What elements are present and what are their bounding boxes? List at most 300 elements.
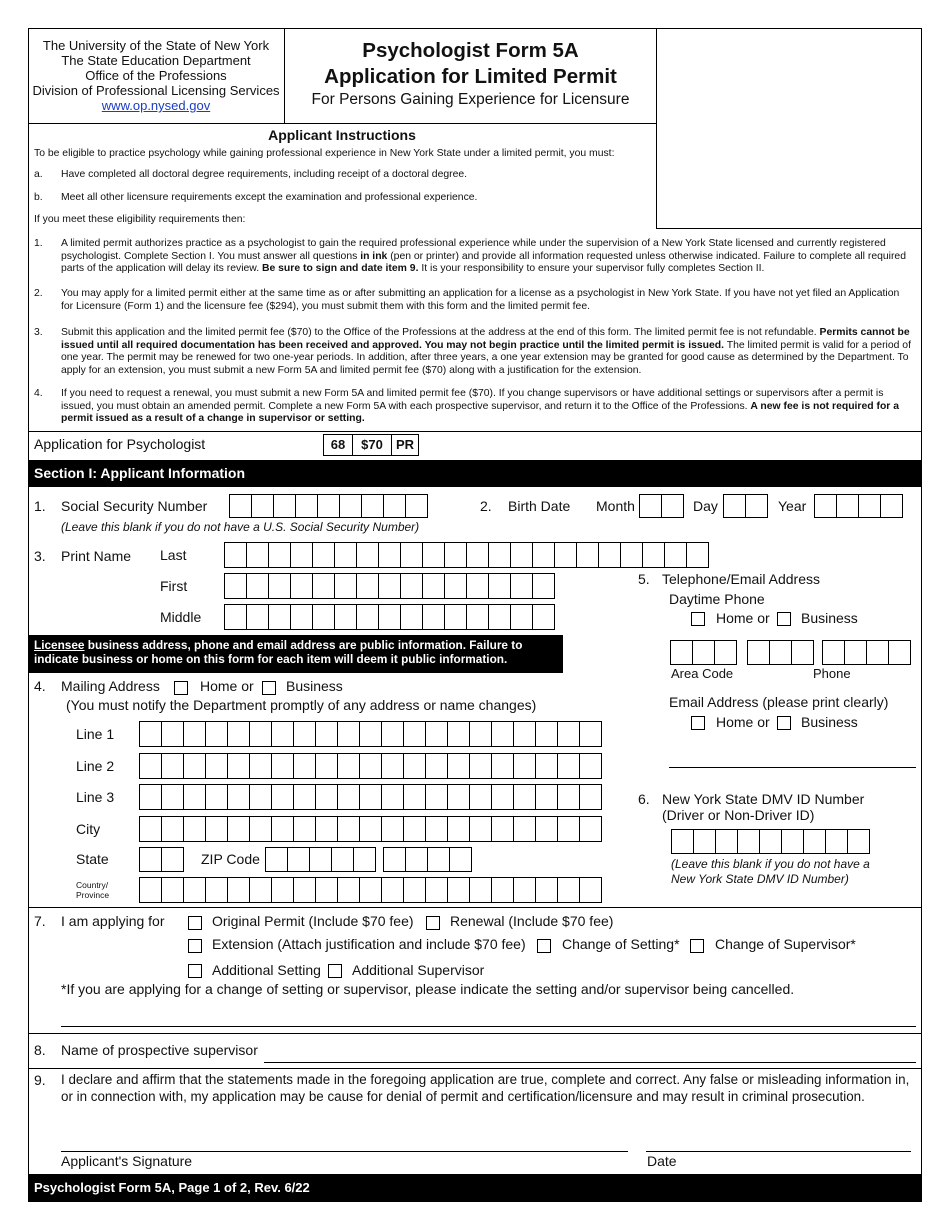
char-box[interactable] <box>315 816 338 842</box>
char-box[interactable] <box>425 816 448 842</box>
char-box[interactable] <box>334 542 357 568</box>
address-line2-field[interactable] <box>139 753 601 779</box>
char-box[interactable] <box>425 721 448 747</box>
char-box[interactable] <box>293 877 316 903</box>
daytime-phone-label: Daytime Phone <box>669 591 765 607</box>
char-box[interactable] <box>422 542 445 568</box>
section9-top-rule <box>28 1068 922 1069</box>
char-box[interactable] <box>227 816 250 842</box>
area-code-label: Area Code <box>671 666 734 681</box>
char-box[interactable] <box>356 573 379 599</box>
char-box[interactable] <box>491 816 514 842</box>
date-line[interactable] <box>646 1151 911 1152</box>
char-box[interactable] <box>378 604 401 630</box>
char-box[interactable] <box>557 721 580 747</box>
char-box[interactable] <box>403 784 426 810</box>
zip-label: ZIP Code <box>201 851 260 867</box>
char-box[interactable] <box>356 604 379 630</box>
char-box[interactable] <box>337 753 360 779</box>
char-box[interactable] <box>403 816 426 842</box>
char-box[interactable] <box>139 816 162 842</box>
form-tagline: For Persons Gaining Experience for Licensure <box>311 91 630 108</box>
char-box[interactable] <box>293 721 316 747</box>
char-box[interactable] <box>381 877 404 903</box>
char-box[interactable] <box>803 829 826 854</box>
char-box[interactable] <box>139 784 162 810</box>
email-business-label: Business <box>801 714 858 730</box>
char-box[interactable] <box>447 877 470 903</box>
char-box[interactable] <box>378 542 401 568</box>
dmv-label: New York State DMV ID Number <box>662 791 865 807</box>
char-box[interactable] <box>880 494 903 518</box>
char-box[interactable] <box>337 721 360 747</box>
area-code-field[interactable] <box>670 640 736 665</box>
middle-name-field[interactable] <box>224 604 554 630</box>
char-box[interactable] <box>249 816 272 842</box>
char-box[interactable] <box>383 494 406 518</box>
char-box[interactable] <box>293 816 316 842</box>
char-box[interactable] <box>251 494 274 518</box>
char-box[interactable] <box>205 753 228 779</box>
char-box[interactable] <box>557 784 580 810</box>
char-box[interactable] <box>510 604 533 630</box>
original-permit-checkbox[interactable] <box>188 916 202 930</box>
char-box[interactable] <box>271 721 294 747</box>
char-box[interactable] <box>359 721 382 747</box>
char-box[interactable] <box>183 753 206 779</box>
char-box[interactable] <box>227 784 250 810</box>
char-box[interactable] <box>791 640 814 665</box>
last-name-field[interactable] <box>224 542 708 568</box>
char-box[interactable] <box>403 753 426 779</box>
char-box[interactable] <box>444 573 467 599</box>
char-box[interactable] <box>405 847 428 872</box>
phone-line-field[interactable] <box>822 640 910 665</box>
char-box[interactable] <box>469 753 492 779</box>
char-box[interactable] <box>579 784 602 810</box>
char-box[interactable] <box>290 542 313 568</box>
instruction-item-4: If you need to request a renewal, you must submit a new Form 5A and limited permit fee ($70). If you change supervisors or have additional settings or supervisors after a permit is issued, you must obtain an amended permit. Complete a new Form 5A with each prospective supervisor, and return it to the Office of the Professions. A new fee is not required for a permit issued as a result of a change in supervisor or setting. <box>61 388 899 425</box>
char-box[interactable] <box>579 877 602 903</box>
phone-home-checkbox[interactable] <box>691 612 705 626</box>
country-label: Country/ Province <box>76 880 110 900</box>
char-box[interactable] <box>427 847 450 872</box>
address-line1-field[interactable] <box>139 721 601 747</box>
char-box[interactable] <box>205 877 228 903</box>
ssn-label: Social Security Number <box>61 498 208 514</box>
fee-code: $70 <box>353 434 392 456</box>
state-label: State <box>76 851 109 867</box>
additional-setting-checkbox[interactable] <box>188 964 202 978</box>
renewal-checkbox[interactable] <box>426 916 440 930</box>
char-box[interactable] <box>183 816 206 842</box>
public-info-notice: Licensee business address, phone and email address are public information. Failure to indicate business or home on this form for each item will deem it public information. <box>28 635 563 673</box>
char-box[interactable] <box>535 816 558 842</box>
char-box[interactable] <box>229 494 252 518</box>
profession-code: 68 <box>323 434 353 456</box>
char-box[interactable] <box>290 573 313 599</box>
char-box[interactable] <box>866 640 889 665</box>
zip4-field[interactable] <box>383 847 471 872</box>
email-home-label: Home or <box>716 714 770 730</box>
char-box[interactable] <box>271 784 294 810</box>
char-box[interactable] <box>847 829 870 854</box>
char-box[interactable] <box>381 753 404 779</box>
year-field[interactable] <box>814 494 902 518</box>
phone-business-label: Business <box>801 610 858 626</box>
char-box[interactable] <box>378 573 401 599</box>
char-box[interactable] <box>403 721 426 747</box>
first-name-field[interactable] <box>224 573 554 599</box>
day-field[interactable] <box>723 494 767 518</box>
char-box[interactable] <box>670 640 693 665</box>
char-box[interactable] <box>639 494 662 518</box>
char-box[interactable] <box>246 604 269 630</box>
char-box[interactable] <box>161 847 184 872</box>
char-box[interactable] <box>400 542 423 568</box>
char-box[interactable] <box>249 753 272 779</box>
char-box[interactable] <box>312 573 335 599</box>
char-box[interactable] <box>293 784 316 810</box>
char-box[interactable] <box>447 721 470 747</box>
char-box[interactable] <box>759 829 782 854</box>
item2-marker: 2. <box>34 288 43 299</box>
char-box[interactable] <box>227 753 250 779</box>
char-box[interactable] <box>339 494 362 518</box>
char-box[interactable] <box>769 640 792 665</box>
char-box[interactable] <box>249 877 272 903</box>
char-box[interactable] <box>671 829 694 854</box>
char-box[interactable] <box>747 640 770 665</box>
char-box[interactable] <box>337 784 360 810</box>
char-box[interactable] <box>309 847 332 872</box>
supervisor-name-line[interactable] <box>264 1062 916 1063</box>
email-input-line[interactable] <box>669 767 916 768</box>
phone-prefix-field[interactable] <box>747 640 813 665</box>
char-box[interactable] <box>513 721 536 747</box>
section8-top-rule <box>28 1033 922 1034</box>
char-box[interactable] <box>858 494 881 518</box>
signature-line[interactable] <box>61 1151 628 1152</box>
char-box[interactable] <box>466 542 489 568</box>
day-label: Day <box>693 498 718 514</box>
sup-num: 8. <box>34 1042 46 1058</box>
char-box[interactable] <box>822 640 845 665</box>
req-a-marker: a. <box>34 169 43 180</box>
change-setting-label: Change of Setting* <box>562 936 680 952</box>
char-box[interactable] <box>227 877 250 903</box>
char-box[interactable] <box>557 816 580 842</box>
email-business-checkbox[interactable] <box>777 716 791 730</box>
char-box[interactable] <box>312 542 335 568</box>
char-box[interactable] <box>714 640 737 665</box>
instruction-item-3: Submit this application and the limited permit fee ($70) to the Office of the Professions at the address at the end of this form. The limited permit fee is not refundable. Permits cannot be issued until all required documentation has been received and approved. You may not begin practice until the limited permit is issued. The limited permit is valid for a period of one year. The permit may be renewed for two one-year periods. In addition, after three years, a one year extension may be granted for good cause as determined by the Department. To apply for an extension, you must submit a new Form 5A and limited permit fee ($70) along with a justification for the extension. <box>61 327 911 376</box>
char-box[interactable] <box>287 847 310 872</box>
char-box[interactable] <box>532 604 555 630</box>
char-box[interactable] <box>271 753 294 779</box>
char-box[interactable] <box>400 604 423 630</box>
char-box[interactable] <box>315 877 338 903</box>
state-field[interactable] <box>139 847 183 872</box>
char-box[interactable] <box>449 847 472 872</box>
char-box[interactable] <box>317 494 340 518</box>
change-supervisor-checkbox[interactable] <box>690 939 704 953</box>
char-box[interactable] <box>535 753 558 779</box>
extension-label: Extension (Attach justification and include $70 fee) <box>212 936 526 952</box>
char-box[interactable] <box>381 721 404 747</box>
mail-business-label: Business <box>286 678 343 694</box>
additional-setting-label: Additional Setting <box>212 962 321 978</box>
char-box[interactable] <box>337 816 360 842</box>
org-line: Office of the Professions <box>85 68 227 83</box>
char-box[interactable] <box>183 877 206 903</box>
char-box[interactable] <box>224 542 247 568</box>
char-box[interactable] <box>161 721 184 747</box>
char-box[interactable] <box>383 847 406 872</box>
char-box[interactable] <box>620 542 643 568</box>
char-box[interactable] <box>661 494 684 518</box>
char-box[interactable] <box>334 604 357 630</box>
char-box[interactable] <box>723 494 746 518</box>
tel-num: 5. <box>638 571 650 587</box>
zip5-field[interactable] <box>265 847 375 872</box>
char-box[interactable] <box>491 753 514 779</box>
char-box[interactable] <box>249 784 272 810</box>
char-box[interactable] <box>315 753 338 779</box>
char-box[interactable] <box>557 753 580 779</box>
dmv-num: 6. <box>638 791 650 807</box>
char-box[interactable] <box>557 877 580 903</box>
char-box[interactable] <box>271 877 294 903</box>
char-box[interactable] <box>532 573 555 599</box>
char-box[interactable] <box>139 847 162 872</box>
char-box[interactable] <box>469 721 492 747</box>
char-box[interactable] <box>356 542 379 568</box>
year-label: Year <box>778 498 807 514</box>
cancelled-setting-line[interactable] <box>61 1026 916 1027</box>
decl-num: 9. <box>34 1072 46 1088</box>
char-box[interactable] <box>312 604 335 630</box>
ssn-field[interactable] <box>229 494 427 518</box>
char-box[interactable] <box>139 721 162 747</box>
char-box[interactable] <box>825 829 848 854</box>
char-box[interactable] <box>205 784 228 810</box>
char-box[interactable] <box>161 877 184 903</box>
char-box[interactable] <box>359 816 382 842</box>
char-box[interactable] <box>491 784 514 810</box>
mail-home-checkbox[interactable] <box>174 681 188 695</box>
char-box[interactable] <box>737 829 760 854</box>
dmv-note: (Leave this blank if you do not have a <box>671 857 870 871</box>
char-box[interactable] <box>579 721 602 747</box>
mail-note: (You must notify the Department promptly of any address or name changes) <box>66 697 537 713</box>
char-box[interactable] <box>513 816 536 842</box>
char-box[interactable] <box>224 573 247 599</box>
month-label: Month <box>596 498 635 514</box>
char-box[interactable] <box>331 847 354 872</box>
city-field[interactable] <box>139 816 601 842</box>
email-home-checkbox[interactable] <box>691 716 705 730</box>
char-box[interactable] <box>224 604 247 630</box>
line3-label: Line 3 <box>76 789 115 805</box>
change-setting-checkbox[interactable] <box>537 939 551 953</box>
char-box[interactable] <box>268 573 291 599</box>
char-box[interactable] <box>579 816 602 842</box>
instructions-intro: To be eligible to practice psychology while gaining professional experience in New York State under a limited permit, you must: <box>34 148 615 159</box>
char-box[interactable] <box>686 542 709 568</box>
month-field[interactable] <box>639 494 683 518</box>
char-box[interactable] <box>888 640 911 665</box>
extension-checkbox[interactable] <box>188 939 202 953</box>
char-box[interactable] <box>844 640 867 665</box>
char-box[interactable] <box>447 753 470 779</box>
additional-supervisor-checkbox[interactable] <box>328 964 342 978</box>
org-line: Division of Professional Licensing Services <box>32 83 280 98</box>
country-field[interactable] <box>139 877 601 903</box>
char-box[interactable] <box>745 494 768 518</box>
char-box[interactable] <box>532 542 555 568</box>
char-box[interactable] <box>273 494 296 518</box>
instruction-item-1: A limited permit authorizes practice as a psychologist to gain the required professional experience while under the supervision of a New York State licensed and currently registered psychologist. Complete Section I. You must answer all questions in ink (pen or printer) and provide all information requested unless otherwise indicated. Failure to complete all required parts of the application will delay its review. Be sure to sign and date item 9. It is your responsibility to ensure your supervisor fully completes Section II. <box>61 238 906 275</box>
char-box[interactable] <box>513 877 536 903</box>
char-box[interactable] <box>249 721 272 747</box>
char-box[interactable] <box>268 542 291 568</box>
char-box[interactable] <box>491 721 514 747</box>
char-box[interactable] <box>246 573 269 599</box>
title-block <box>285 38 656 110</box>
char-box[interactable] <box>664 542 687 568</box>
char-box[interactable] <box>315 784 338 810</box>
char-box[interactable] <box>488 542 511 568</box>
app-code-boxes <box>323 434 419 456</box>
char-box[interactable] <box>425 753 448 779</box>
ssn-num: 1. <box>34 498 46 514</box>
form-subtitle: Application for Limited Permit <box>324 65 617 88</box>
mail-num: 4. <box>34 678 46 694</box>
char-box[interactable] <box>836 494 859 518</box>
char-box[interactable] <box>554 542 577 568</box>
char-box[interactable] <box>579 753 602 779</box>
additional-supervisor-label: Additional Supervisor <box>352 962 485 978</box>
char-box[interactable] <box>139 877 162 903</box>
first-label: First <box>160 578 188 594</box>
char-box[interactable] <box>693 829 716 854</box>
char-box[interactable] <box>469 784 492 810</box>
last-label: Last <box>160 547 187 563</box>
char-box[interactable] <box>488 604 511 630</box>
char-box[interactable] <box>293 753 316 779</box>
char-box[interactable] <box>361 494 384 518</box>
char-box[interactable] <box>469 816 492 842</box>
char-box[interactable] <box>381 816 404 842</box>
char-box[interactable] <box>405 494 428 518</box>
item1-marker: 1. <box>34 238 43 249</box>
name-label: Print Name <box>61 548 132 564</box>
dmv-note-2: New York State DMV ID Number) <box>671 872 849 886</box>
mail-business-checkbox[interactable] <box>262 681 276 695</box>
char-box[interactable] <box>510 573 533 599</box>
office-use-box-bottom <box>656 228 922 229</box>
char-box[interactable] <box>510 542 533 568</box>
char-box[interactable] <box>337 877 360 903</box>
char-box[interactable] <box>692 640 715 665</box>
char-box[interactable] <box>400 573 423 599</box>
instructions-then: If you meet these eligibility requirements then: <box>34 214 246 225</box>
char-box[interactable] <box>205 816 228 842</box>
char-box[interactable] <box>271 816 294 842</box>
char-box[interactable] <box>161 816 184 842</box>
apply-note: *If you are applying for a change of setting or supervisor, please indicate the setting and/or supervisor being cancelled. <box>61 981 795 997</box>
char-box[interactable] <box>183 784 206 810</box>
char-box[interactable] <box>576 542 599 568</box>
address-line3-field[interactable] <box>139 784 601 810</box>
char-box[interactable] <box>466 604 489 630</box>
char-box[interactable] <box>444 542 467 568</box>
app-for-label: Application for Psychologist <box>34 436 206 452</box>
char-box[interactable] <box>139 753 162 779</box>
original-permit-label: Original Permit (Include $70 fee) <box>212 913 414 929</box>
char-box[interactable] <box>444 604 467 630</box>
char-box[interactable] <box>513 753 536 779</box>
char-box[interactable] <box>535 877 558 903</box>
char-box[interactable] <box>513 784 536 810</box>
char-box[interactable] <box>246 542 269 568</box>
char-box[interactable] <box>447 784 470 810</box>
char-box[interactable] <box>161 784 184 810</box>
char-box[interactable] <box>183 721 206 747</box>
char-box[interactable] <box>381 784 404 810</box>
org-line: The University of the State of New York <box>42 38 270 53</box>
char-box[interactable] <box>359 784 382 810</box>
char-box[interactable] <box>227 721 250 747</box>
char-box[interactable] <box>598 542 621 568</box>
char-box[interactable] <box>491 877 514 903</box>
dmv-id-field[interactable] <box>671 829 869 854</box>
dmv-label-2: (Driver or Non-Driver ID) <box>662 807 815 823</box>
char-box[interactable] <box>334 573 357 599</box>
char-box[interactable] <box>403 877 426 903</box>
char-box[interactable] <box>814 494 837 518</box>
char-box[interactable] <box>781 829 804 854</box>
char-box[interactable] <box>295 494 318 518</box>
char-box[interactable] <box>161 753 184 779</box>
phone-business-checkbox[interactable] <box>777 612 791 626</box>
char-box[interactable] <box>290 604 313 630</box>
phone-label: Phone <box>813 666 851 681</box>
char-box[interactable] <box>422 604 445 630</box>
char-box[interactable] <box>535 784 558 810</box>
char-box[interactable] <box>315 721 338 747</box>
req-b-marker: b. <box>34 192 43 203</box>
char-box[interactable] <box>425 784 448 810</box>
char-box[interactable] <box>425 877 448 903</box>
char-box[interactable] <box>359 753 382 779</box>
char-box[interactable] <box>535 721 558 747</box>
char-box[interactable] <box>642 542 665 568</box>
website-link[interactable]: www.op.nysed.gov <box>101 98 211 113</box>
char-box[interactable] <box>268 604 291 630</box>
char-box[interactable] <box>422 573 445 599</box>
char-box[interactable] <box>469 877 492 903</box>
char-box[interactable] <box>359 877 382 903</box>
char-box[interactable] <box>466 573 489 599</box>
char-box[interactable] <box>715 829 738 854</box>
char-box[interactable] <box>265 847 288 872</box>
char-box[interactable] <box>447 816 470 842</box>
char-box[interactable] <box>353 847 376 872</box>
char-box[interactable] <box>205 721 228 747</box>
char-box[interactable] <box>488 573 511 599</box>
